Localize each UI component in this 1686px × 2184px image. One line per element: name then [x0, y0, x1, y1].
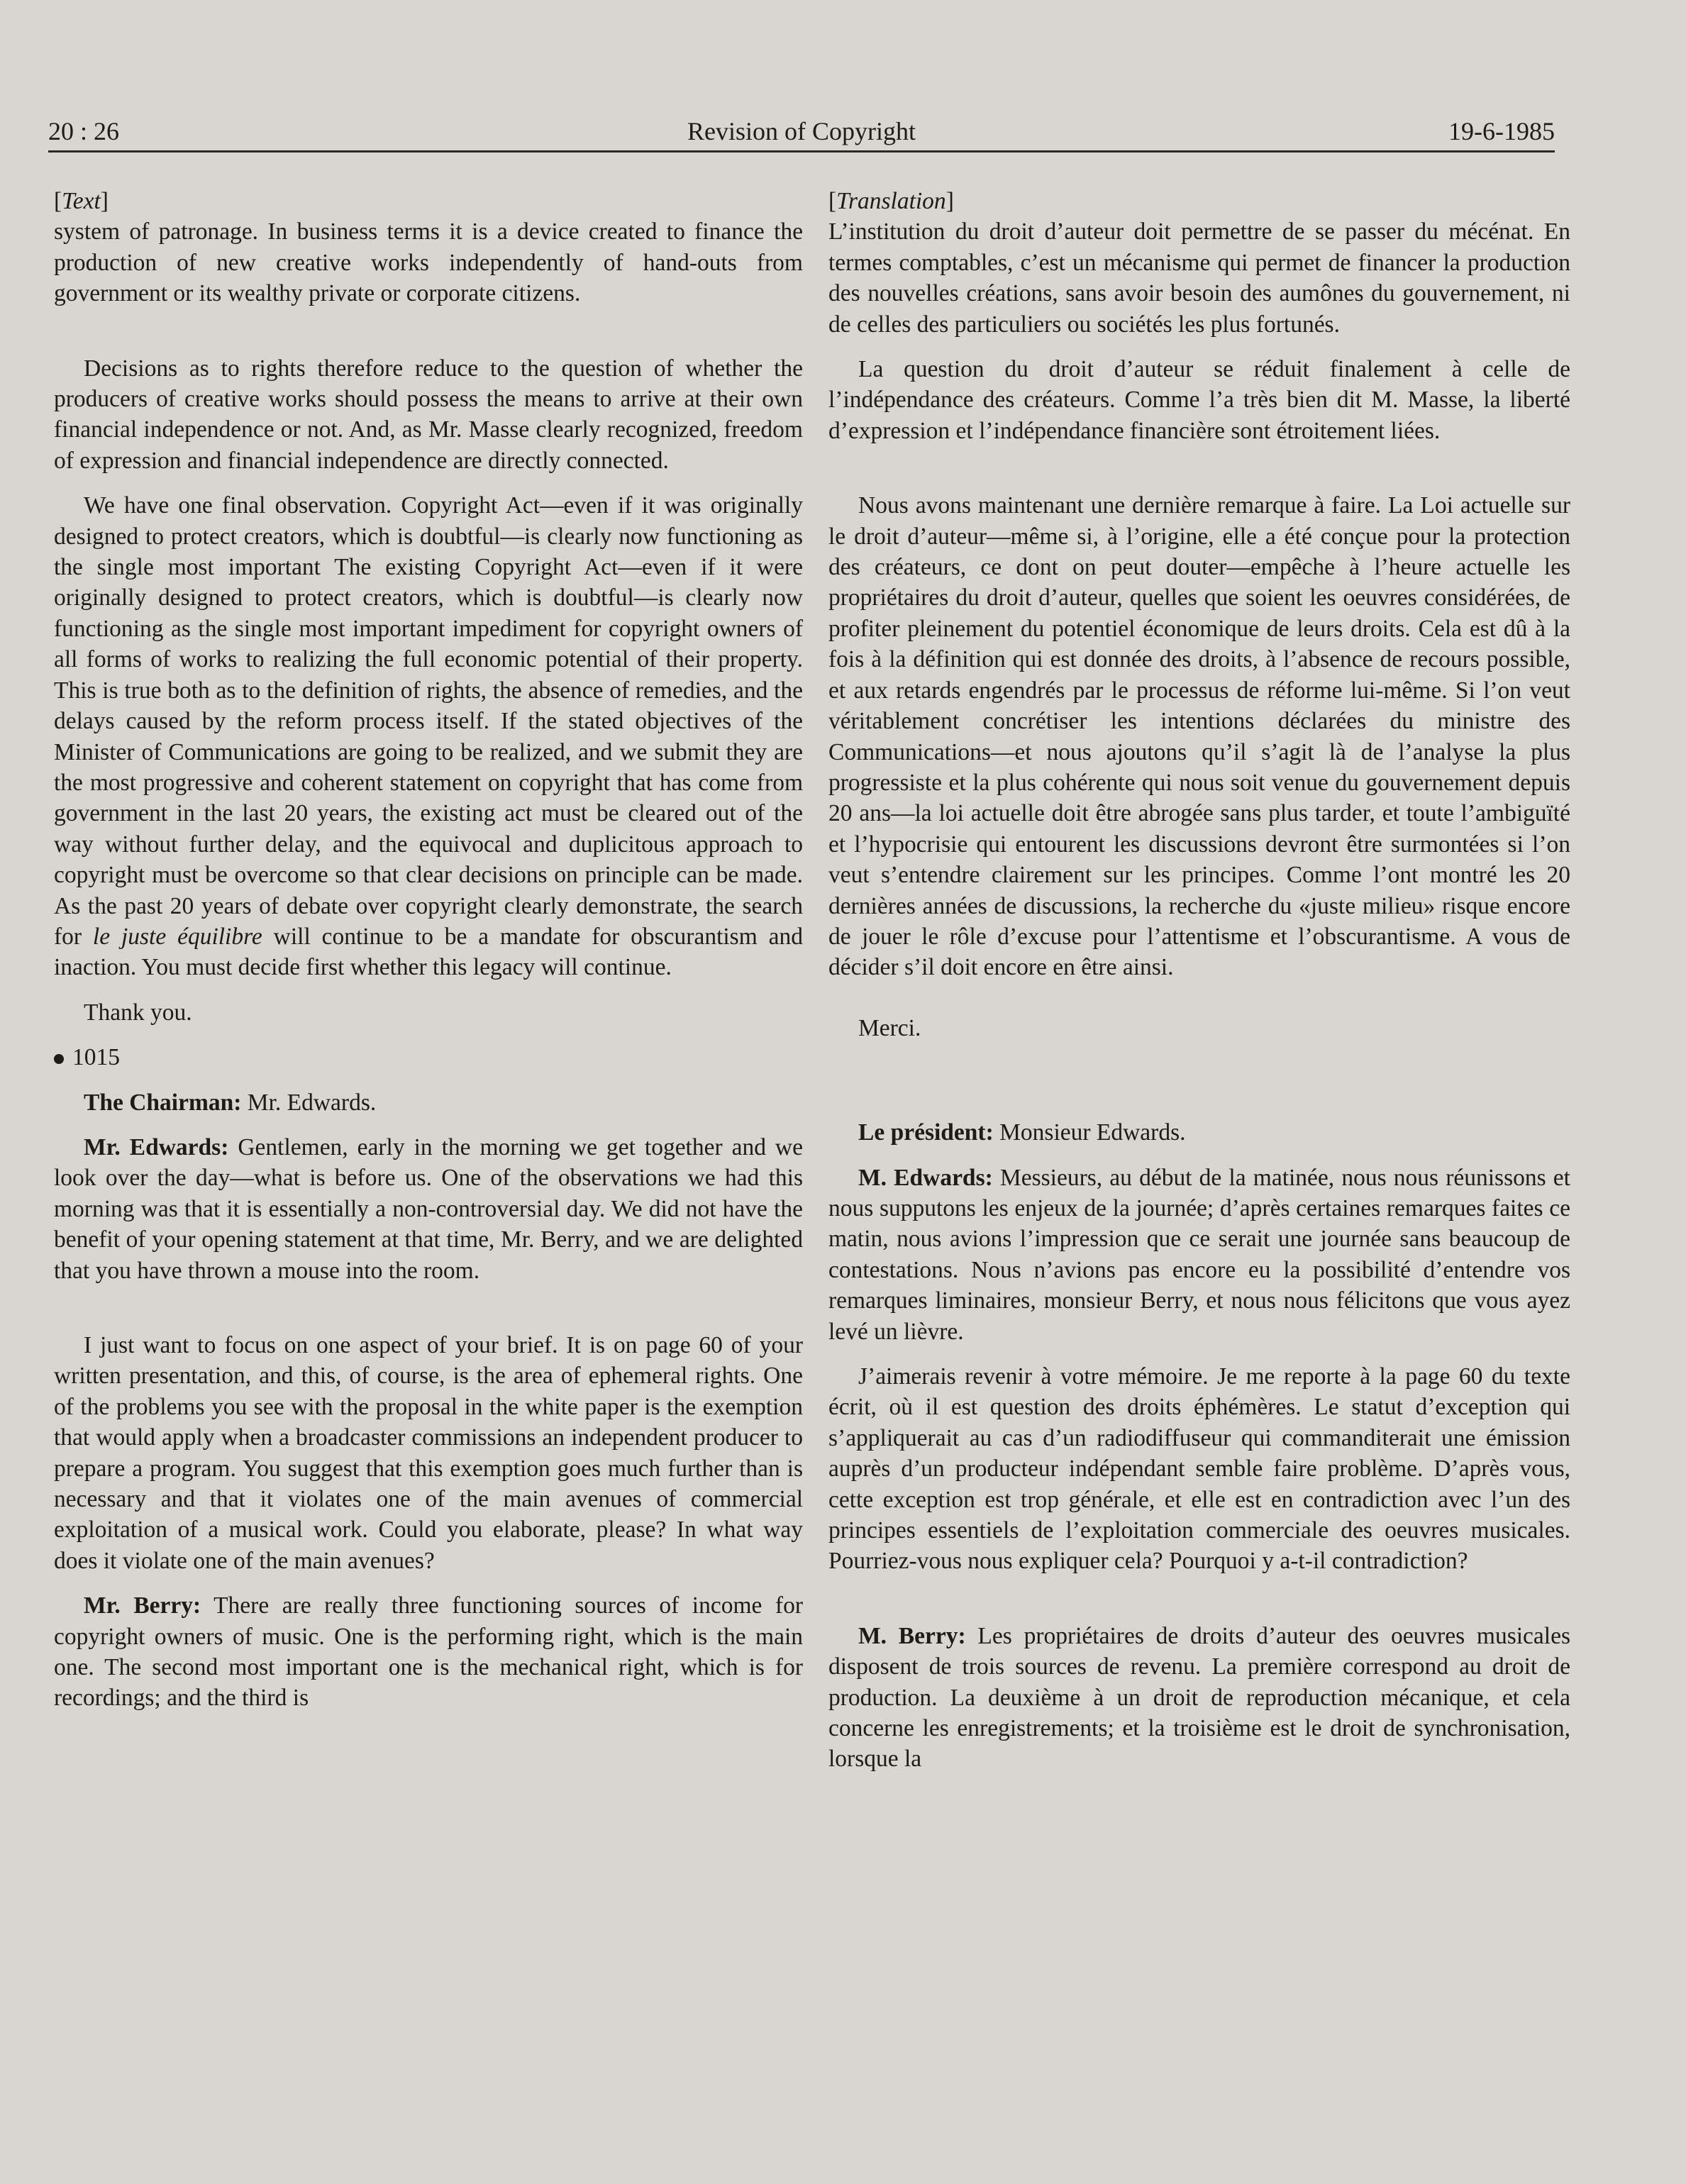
- bullet-icon: [54, 1054, 64, 1064]
- edwards-statement: Mr. Edwards: Gentlemen, early in the morning we get together and we look over the day—what is before us. One of the observations we had this morning was that it is essentially a non-controversial day. We did not have the benefit of your opening statement at that time, Mr. Berry, and we are delighted that you have thrown a mouse into the room.: [54, 1133, 803, 1284]
- paragraph: We have one final observation. Copyright Act—even if it was originally designed to protect creators, which is doubtful—is clearly now functioning as the single most important The existing Copyright Act—even if it were originally designed to protect creators, which is doubtful—is clearly now functioning as the single most important impediment for copyright owners of all forms of works to realizing the full economic potential of their property. This is true both as to the definition of rights, the absence of remedies, and the delays caused by the reform process itself. If the stated objectives of the Minister of Communications are going to be realized, and we submit they are the most progressive and coherent statement on copyright that has come from government in the last 20 years, the existing act must be cleared out of the way without further delay, and the equivocal and duplicitous approach to copyright must be overcome so that clear decisions on principle can be made. As the past 20 years of debate over copyright clearly demonstrate, the search for le juste équilibre will continue to be a mandate for obscurantism and inaction. You must decide first whether this legacy will continue.: [54, 492, 803, 981]
- thanks-line: Merci.: [858, 1014, 921, 1041]
- page-number: 20 : 26: [48, 117, 120, 145]
- paragraph: system of patronage. In business terms it is a device created to finance the production of new creative works independently of hand-outs from government or its wealthy private or corporate citizens.: [54, 218, 803, 307]
- berry-statement: M. Berry: Les propriétaires de droits d’auteur des oeuvres musicales disposent de trois sources de revenu. La première correspond au droit de production. La deuxième à un droit de reproduction mécanique, et cela concerne les enregistrements; et la troisième est le droit de synchronisation, lorsque la: [828, 1622, 1571, 1773]
- page-header: [48, 112, 1555, 153]
- berry-statement: Mr. Berry: There are really three functioning sources of income for copyright owners of music. One is the performing right, which is the main one. The second most important one is the mechanical right, which is for recordings; and the third is: [54, 1592, 803, 1712]
- paragraph: L’institution du droit d’auteur doit permettre de se passer du mécénat. En termes comptables, c’est un mécanisme qui permet de financer la production des nouvelles créations, sans avoir besoin des aumônes du gouvernement, ni de celles des particuliers ou sociétés les plus fortunés.: [828, 218, 1570, 338]
- edwards-statement: M. Edwards: Messieurs, au début de la matinée, nous nous réunissons et nous supputons les enjeux de la journée; d’après certaines remarques faites ce matin, nous avions l’impression que ce serait une journée sans beaucoup de contestations. Nous n’avions pas encore eu la possibilité d’entendre vos remarques liminaires, monsieur Berry, et nous nous félicitons que vous ayez levé un lièvre.: [828, 1164, 1570, 1345]
- running-title: Revision of Copyright: [687, 117, 916, 145]
- paragraph: Nous avons maintenant une dernière remarque à faire. La Loi actuelle sur le droit d’auteur—même si, à l’origine, elle a été conçue pour la protection des créateurs, ce dont on peut douter—empêche à l’heure actuelle les propriétaires du droit d’auteur, quelles que soient les oeuvres considérées, de profiter pleinement du potentiel économique de leurs droits. Cela est dû à la fois à la définition qui est donnée des droits, à l’absence de recours possible, et aux retards engendrés par le processus de réforme lui-même. Si l’on veut véritablement concrétiser les intentions déclarées du ministre des Communications—et nous ajoutons qu’il s’agit là de l’analyse la plus progressiste et la plus cohérente qui nous soit venue du gouvernement depuis 20 ans—la loi actuelle doit être abrogée sans plus tarder, et toute l’ambiguïté et l’hypocrisie qui entourent les discussions devront être surmontées si l’on veut s’entendre clairement sur les principes. Comme l’ont montré les 20 dernières années de discussions, la recherche du «juste milieu» risque encore de jouer le rôle d’excuse pour l’attentisme et l’obscurantisme. A vous de décider s’il doit encore en être ainsi.: [828, 492, 1570, 981]
- french-column: [828, 186, 1570, 1775]
- paragraph: Decisions as to rights therefore reduce to the question of whether the producers of creative works should possess the means to arrive at their own financial independence or not. And, as Mr. Masse clearly recognized, freedom of expression and financial independence are directly connected.: [54, 355, 803, 474]
- thanks-line: Thank you.: [84, 999, 192, 1026]
- chairman-line: Le président: Monsieur Edwards.: [858, 1119, 1186, 1146]
- english-column: [54, 186, 803, 1714]
- page-date: 19-6-1985: [1448, 117, 1555, 145]
- time-mark: 1015: [54, 1042, 803, 1072]
- paragraph: J’aimerais revenir à votre mémoire. Je me reporte à la page 60 du texte écrit, où il est question des droits éphémères. Le statut d’exception qui s’appliquerait au cas d’un radiodiffuseur qui commanditerait une émission auprès d’un producteur indépendant semble faire problème. D’après vous, cette exception est trop générale, et elle est en contradiction avec l’un des principes essentiels de l’exploitation commerciale des oeuvres musicales. Pourriez-vous nous expliquer cela? Pourquoi y a-t-il contradiction?: [828, 1363, 1570, 1575]
- section-label-text: [Text]: [54, 188, 109, 214]
- paragraph: La question du droit d’auteur se réduit finalement à celle de l’indépendance des créateurs. Comme l’a très bien dit M. Masse, la liberté d’expression et l’indépendance financière sont étroitement liées.: [828, 356, 1570, 444]
- paragraph: I just want to focus on one aspect of your brief. It is on page 60 of your written presentation, and this, of course, is the area of ephemeral rights. One of the problems you see with the proposal in the white paper is the exemption that would apply when a broadcaster commissions an independent producer to prepare a program. You suggest that this exemption goes much further than is necessary and that it violates one of the main avenues of commercial exploitation of a musical work. Could you elaborate, please? In what way does it violate one of the main avenues?: [54, 1332, 803, 1574]
- section-label-translation: [Translation]: [828, 188, 954, 214]
- chairman-line: The Chairman: Mr. Edwards.: [84, 1089, 377, 1116]
